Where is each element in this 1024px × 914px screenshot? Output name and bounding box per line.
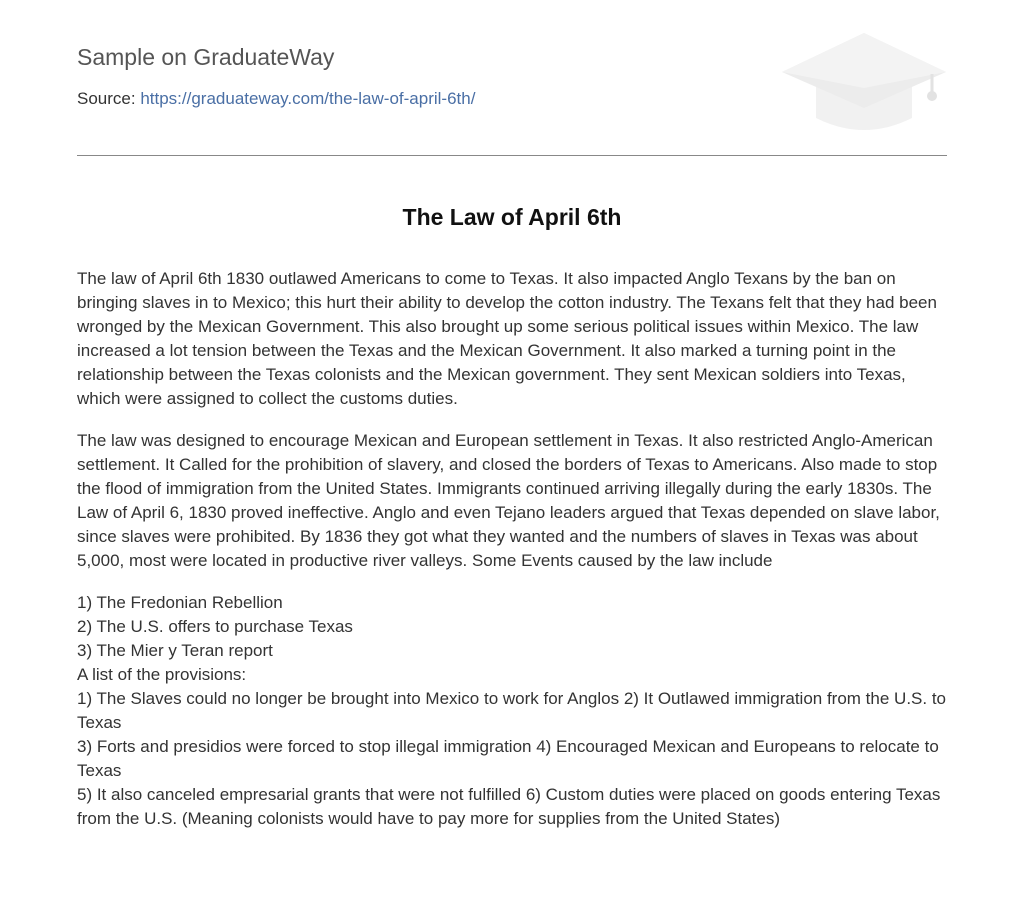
list-item: 3) The Mier y Teran report <box>77 641 273 660</box>
source-line <box>77 89 475 109</box>
list-item: 2) The U.S. offers to purchase Texas <box>77 617 353 636</box>
list-item: 3) Forts and presidios were forced to stop illegal immigration 4) Encouraged Mexican and Europeans to relocate to Texas <box>77 737 939 780</box>
document-title: The Law of April 6th <box>402 204 622 230</box>
graduation-cap-icon <box>780 30 948 134</box>
source-label: Source: <box>77 89 141 108</box>
source-link[interactable]: https://graduateway.com/the-law-of-april-6th/ <box>140 89 476 108</box>
list-item: 1) The Fredonian Rebellion <box>77 593 283 612</box>
page-header <box>77 0 947 156</box>
paragraph-1: The law of April 6th 1830 outlawed Americans to come to Texas. It also impacted Anglo Texans by the ban on bringing slaves in to Mexico; this hurt their ability to develop the cotton industry. The Texans felt that they had been wronged by the Mexican Government. This also brought up some serious political issues within Mexico. The law increased a lot tension between the Texas and the Mexican Government. It also marked a turning point in the relationship between the Texas colonists and the Mexican government. They sent Mexican soldiers into Texas, which were assigned to collect the customs duties. <box>77 269 937 408</box>
events-and-provisions-list <box>77 591 949 831</box>
list-item: 1) The Slaves could no longer be brought into Mexico to work for Anglos 2) It Outlawed immigration from the U.S. to Texas <box>77 689 947 732</box>
list-item: 5) It also canceled empresarial grants that were not fulfilled 6) Custom duties were placed on goods entering Texas from the U.S. (Meaning colonists would have to pay more for supplies from the United States) <box>77 785 941 828</box>
document-body <box>77 267 949 831</box>
site-title: Sample on GraduateWay <box>77 44 335 70</box>
header-divider <box>77 155 947 156</box>
paragraph-2: The law was designed to encourage Mexican and European settlement in Texas. It also restricted Anglo-American settlement. It Called for the prohibition of slavery, and closed the borders of Texas to Americans. Also made to stop the flood of immigration from the United States. Immigrants continued arriving illegally during the early 1830s. The Law of April 6, 1830 proved ineffective. Anglo and even Tejano leaders argued that Texas depended on slave labor, since slaves were prohibited. By 1836 they got what they wanted and the numbers of slaves in Texas was about 5,000, most were located in productive river valleys. Some Events caused by the law include <box>77 431 940 570</box>
list-item: A list of the provisions: <box>77 665 247 684</box>
